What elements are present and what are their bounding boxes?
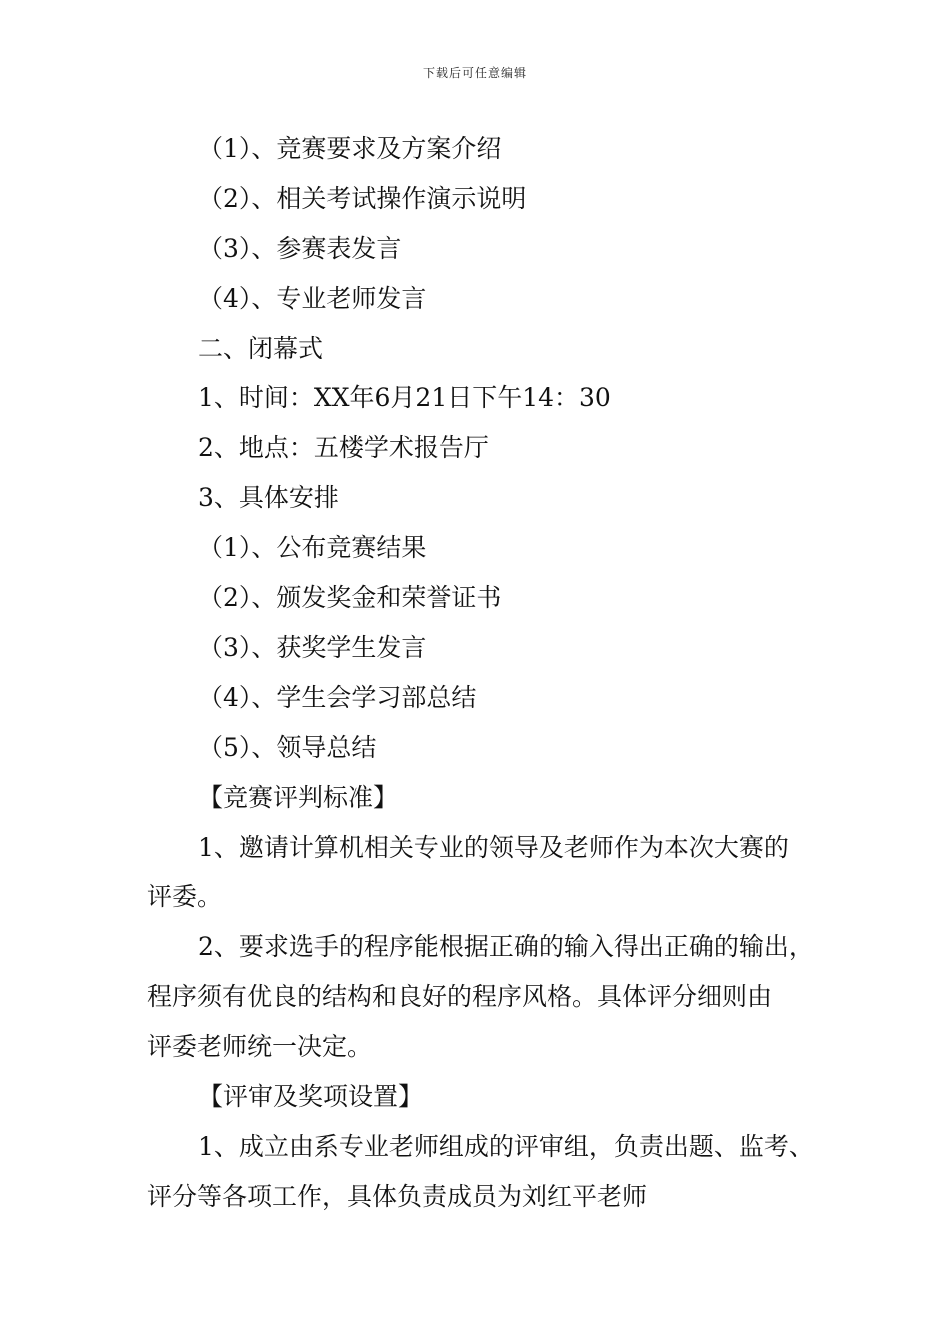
section-heading-awards: 【评审及奖项设置】	[198, 1082, 424, 1111]
closing-time: 1、时间：XX年6月21日下午14：30	[198, 383, 611, 412]
page-header: 下载后可任意编辑	[422, 66, 527, 80]
agenda-item-1: （1）、竞赛要求及方案介绍	[198, 134, 502, 163]
closing-item-2: （2）、颁发奖金和荣誉证书	[198, 583, 502, 612]
criteria-paragraph-1-line-2: 评委。	[147, 882, 223, 911]
closing-location: 2、地点：五楼学术报告厅	[198, 433, 489, 462]
closing-item-3: （3）、获奖学生发言	[198, 633, 427, 662]
section-heading-closing: 二、闭幕式	[198, 334, 324, 363]
agenda-item-4: （4）、专业老师发言	[198, 284, 427, 313]
awards-paragraph-1-line-2: 评分等各项工作，具体负责成员为刘红平老师	[147, 1182, 648, 1211]
criteria-paragraph-2-line-3: 评委老师统一决定。	[147, 1032, 373, 1061]
closing-arrangement-heading: 3、具体安排	[198, 483, 339, 512]
section-heading-criteria: 【竞赛评判标准】	[198, 783, 399, 812]
agenda-item-3: （3）、参赛表发言	[198, 234, 402, 263]
criteria-paragraph-1-line-1: 1、邀请计算机相关专业的领导及老师作为本次大赛的	[198, 833, 789, 862]
criteria-paragraph-2-line-2: 程序须有优良的结构和良好的程序风格。具体评分细则由	[147, 982, 773, 1011]
awards-paragraph-1-line-1: 1、成立由系专业老师组成的评审组，负责出题、监考、	[198, 1132, 814, 1161]
criteria-paragraph-2-line-1: 2、要求选手的程序能根据正确的输入得出正确的输出，	[198, 932, 814, 961]
closing-item-5: （5）、领导总结	[198, 733, 377, 762]
closing-item-1: （1）、公布竞赛结果	[198, 533, 427, 562]
closing-item-4: （4）、学生会学习部总结	[198, 683, 477, 712]
agenda-item-2: （2）、相关考试操作演示说明	[198, 184, 527, 213]
